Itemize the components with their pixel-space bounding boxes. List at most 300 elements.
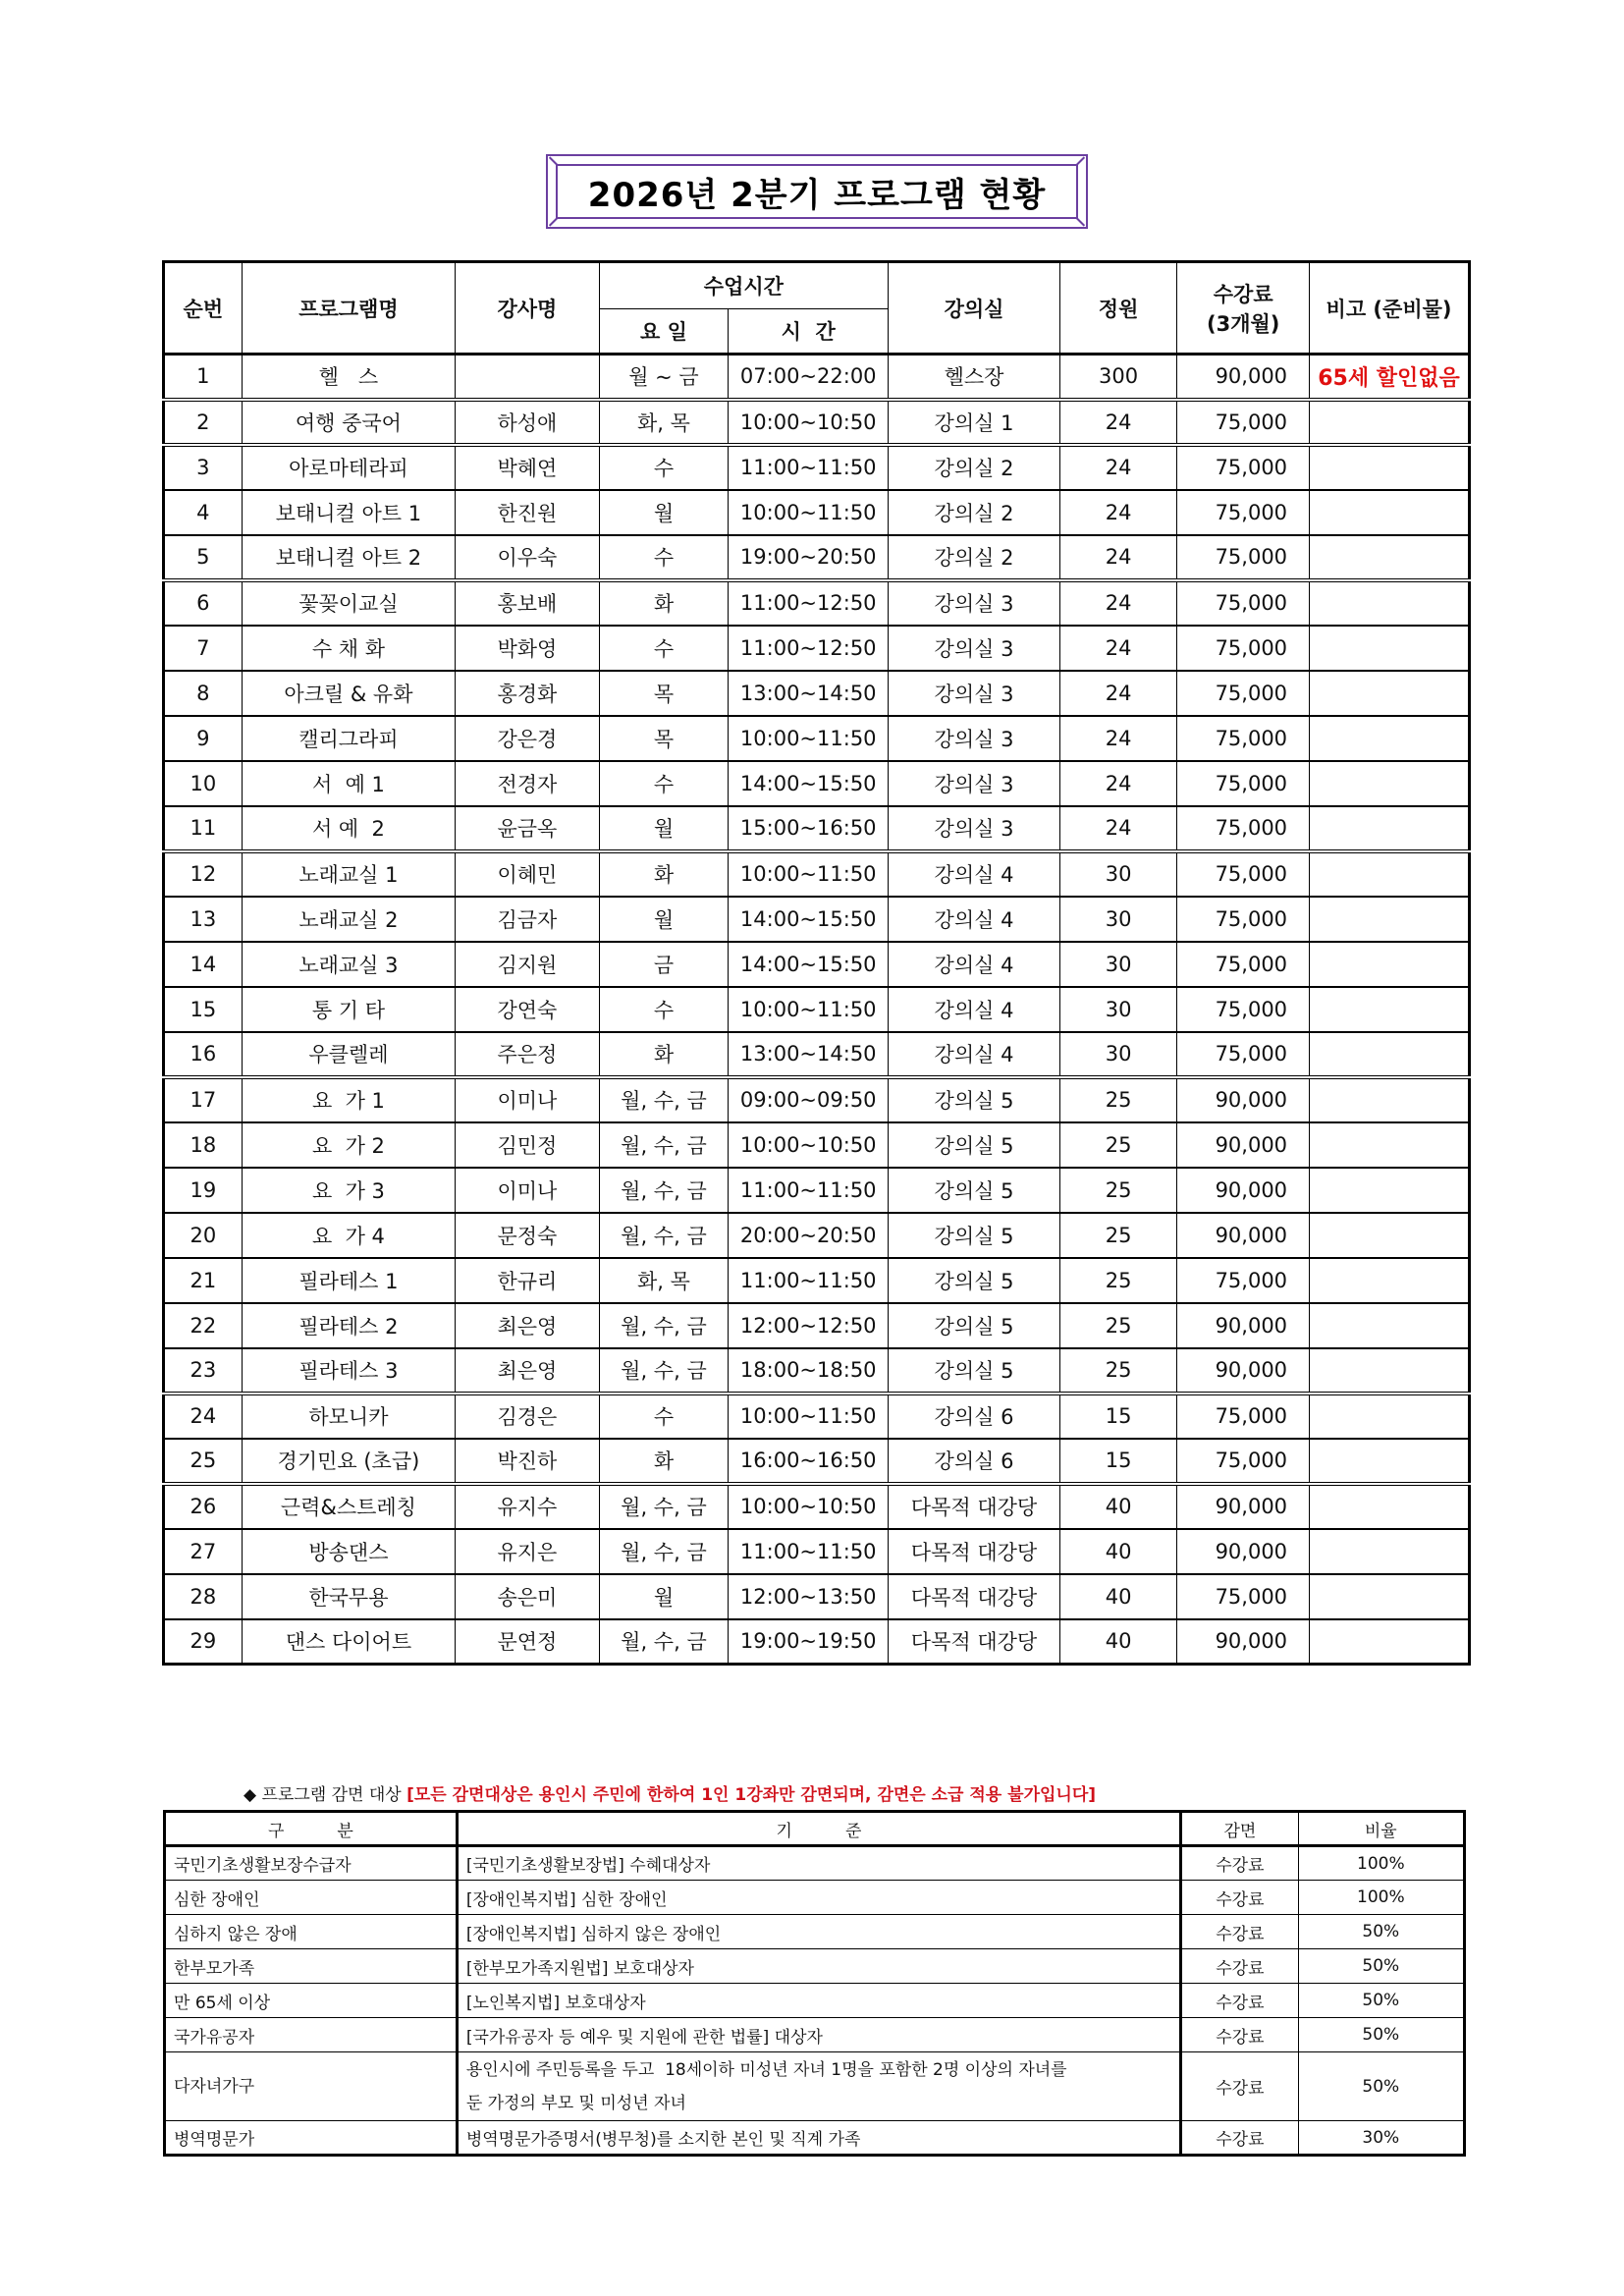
cell-note [1310, 1032, 1470, 1077]
cell-instructor: 전경자 [456, 761, 599, 806]
cell-fee: 90,000 [1177, 1303, 1310, 1348]
cell-room: 강의실 2 [889, 535, 1060, 580]
cell-room: 강의실 4 [889, 942, 1060, 987]
cell-rate: 50% [1298, 1984, 1464, 2018]
cell-rate: 50% [1298, 1915, 1464, 1949]
cell-time: 18:00~18:50 [729, 1348, 889, 1394]
table-row [164, 1077, 1470, 1122]
cell-category: 병역명문가 [165, 2121, 458, 2156]
cell-no: 16 [164, 1032, 243, 1077]
cell-room: 강의실 5 [889, 1168, 1060, 1213]
cell-no: 6 [164, 580, 243, 626]
cell-capacity: 25 [1059, 1122, 1176, 1168]
cell-no: 1 [164, 355, 243, 400]
cell-criteria: [국가유공자 등 예우 및 지원에 관한 법률] 대상자 [457, 2018, 1180, 2052]
cell-day: 수 [599, 535, 729, 580]
table-row [164, 1213, 1470, 1258]
cell-capacity: 30 [1059, 897, 1176, 942]
table-row [165, 1881, 1465, 1915]
cell-no: 29 [164, 1619, 243, 1665]
cell-instructor: 주은정 [456, 1032, 599, 1077]
cell-time: 10:00~11:50 [729, 716, 889, 761]
cell-discount-type: 수강료 [1181, 1915, 1298, 1949]
cell-instructor: 하성애 [456, 400, 599, 445]
cell-fee: 90,000 [1177, 1077, 1310, 1122]
cell-room: 강의실 3 [889, 626, 1060, 671]
cell-no: 7 [164, 626, 243, 671]
cell-no: 25 [164, 1439, 243, 1484]
cell-program: 필라테스 2 [242, 1303, 456, 1348]
cell-note: 65세 할인없음 [1310, 355, 1470, 400]
cell-day: 목 [599, 716, 729, 761]
cell-time: 13:00~14:50 [729, 671, 889, 716]
discount-caption-label: 프로그램 감면 대상 [261, 1785, 402, 1805]
cell-room: 다목적 대강당 [889, 1484, 1060, 1529]
cell-fee: 75,000 [1177, 671, 1310, 716]
cell-capacity: 15 [1059, 1394, 1176, 1439]
cell-day: 수 [599, 626, 729, 671]
cell-day: 수 [599, 987, 729, 1032]
header-criteria: 기 준 [457, 1812, 1180, 1846]
cell-discount-type: 수강료 [1181, 2121, 1298, 2156]
cell-room: 강의실 5 [889, 1213, 1060, 1258]
cell-day: 화 [599, 580, 729, 626]
cell-note [1310, 1574, 1470, 1619]
cell-day: 월 [599, 490, 729, 535]
cell-day: 월, 수, 금 [599, 1303, 729, 1348]
cell-fee: 90,000 [1177, 1529, 1310, 1574]
table-row [164, 626, 1470, 671]
cell-no: 27 [164, 1529, 243, 1574]
cell-instructor: 김금자 [456, 897, 599, 942]
cell-room: 강의실 6 [889, 1394, 1060, 1439]
cell-category: 만 65세 이상 [165, 1984, 458, 2018]
cell-fee: 75,000 [1177, 400, 1310, 445]
cell-note [1310, 1213, 1470, 1258]
cell-instructor: 김경은 [456, 1394, 599, 1439]
cell-capacity: 24 [1059, 626, 1176, 671]
cell-time: 19:00~20:50 [729, 535, 889, 580]
table-row [165, 2018, 1465, 2052]
cell-capacity: 25 [1059, 1348, 1176, 1394]
cell-capacity: 15 [1059, 1439, 1176, 1484]
cell-fee: 90,000 [1177, 1168, 1310, 1213]
table-row [165, 2052, 1465, 2121]
cell-note [1310, 716, 1470, 761]
cell-program: 여행 중국어 [242, 400, 456, 445]
table-row [164, 1303, 1470, 1348]
cell-no: 5 [164, 535, 243, 580]
cell-fee: 75,000 [1177, 987, 1310, 1032]
cell-no: 20 [164, 1213, 243, 1258]
cell-fee: 75,000 [1177, 1032, 1310, 1077]
cell-no: 21 [164, 1258, 243, 1303]
cell-room: 강의실 3 [889, 761, 1060, 806]
cell-capacity: 25 [1059, 1077, 1176, 1122]
table-row [165, 1984, 1465, 2018]
cell-no: 24 [164, 1394, 243, 1439]
cell-note [1310, 1439, 1470, 1484]
cell-instructor: 박혜연 [456, 445, 599, 490]
cell-no: 3 [164, 445, 243, 490]
cell-time: 10:00~11:50 [729, 851, 889, 897]
cell-program: 요 가 4 [242, 1213, 456, 1258]
cell-day: 화 [599, 1032, 729, 1077]
cell-no: 15 [164, 987, 243, 1032]
cell-no: 14 [164, 942, 243, 987]
cell-room: 강의실 5 [889, 1258, 1060, 1303]
cell-note [1310, 1619, 1470, 1665]
cell-day: 월 [599, 1574, 729, 1619]
header-fee-line2: (3개월) [1206, 311, 1280, 336]
cell-capacity: 24 [1059, 445, 1176, 490]
cell-instructor: 문정숙 [456, 1213, 599, 1258]
header-class-time: 수업시간 [599, 262, 889, 309]
cell-program: 보태니컬 아트 1 [242, 490, 456, 535]
cell-note [1310, 942, 1470, 987]
cell-room: 다목적 대강당 [889, 1619, 1060, 1665]
cell-instructor: 이혜민 [456, 851, 599, 897]
cell-capacity: 25 [1059, 1213, 1176, 1258]
cell-note [1310, 1529, 1470, 1574]
table-row [164, 355, 1470, 400]
cell-program: 필라테스 3 [242, 1348, 456, 1394]
cell-note [1310, 400, 1470, 445]
cell-program: 노래교실 1 [242, 851, 456, 897]
cell-fee: 90,000 [1177, 1348, 1310, 1394]
cell-instructor: 홍보배 [456, 580, 599, 626]
cell-day: 화 [599, 1439, 729, 1484]
cell-criteria: [장애인복지법] 심한 장애인 [457, 1881, 1180, 1915]
cell-day: 월, 수, 금 [599, 1168, 729, 1213]
cell-fee: 75,000 [1177, 1574, 1310, 1619]
discount-table-body [165, 1846, 1465, 2156]
cell-no: 19 [164, 1168, 243, 1213]
cell-no: 13 [164, 897, 243, 942]
cell-program: 요 가 1 [242, 1077, 456, 1122]
cell-time: 11:00~12:50 [729, 626, 889, 671]
cell-fee: 90,000 [1177, 1484, 1310, 1529]
cell-capacity: 24 [1059, 535, 1176, 580]
cell-no: 11 [164, 806, 243, 851]
cell-capacity: 40 [1059, 1619, 1176, 1665]
cell-note [1310, 626, 1470, 671]
table-row [164, 942, 1470, 987]
table-row [164, 1619, 1470, 1665]
cell-time: 14:00~15:50 [729, 897, 889, 942]
cell-day: 월, 수, 금 [599, 1529, 729, 1574]
cell-program: 요 가 2 [242, 1122, 456, 1168]
cell-fee: 75,000 [1177, 580, 1310, 626]
cell-time: 10:00~10:50 [729, 1484, 889, 1529]
cell-program: 방송댄스 [242, 1529, 456, 1574]
cell-time: 19:00~19:50 [729, 1619, 889, 1665]
cell-room: 강의실 5 [889, 1122, 1060, 1168]
cell-room: 강의실 1 [889, 400, 1060, 445]
cell-room: 강의실 4 [889, 987, 1060, 1032]
cell-time: 11:00~11:50 [729, 1258, 889, 1303]
cell-capacity: 24 [1059, 490, 1176, 535]
cell-time: 14:00~15:50 [729, 761, 889, 806]
cell-fee: 90,000 [1177, 355, 1310, 400]
cell-capacity: 30 [1059, 942, 1176, 987]
cell-day: 월 [599, 806, 729, 851]
cell-instructor: 강은경 [456, 716, 599, 761]
cell-program: 요 가 3 [242, 1168, 456, 1213]
cell-capacity: 30 [1059, 851, 1176, 897]
cell-fee: 75,000 [1177, 535, 1310, 580]
cell-category: 한부모가족 [165, 1949, 458, 1984]
cell-no: 12 [164, 851, 243, 897]
cell-instructor: 유지은 [456, 1529, 599, 1574]
cell-capacity: 24 [1059, 400, 1176, 445]
cell-instructor: 이미나 [456, 1077, 599, 1122]
table-row [164, 1484, 1470, 1529]
table-row [164, 716, 1470, 761]
cell-time: 11:00~11:50 [729, 1529, 889, 1574]
cell-day: 금 [599, 942, 729, 987]
cell-category: 심한 장애인 [165, 1881, 458, 1915]
cell-room: 강의실 5 [889, 1348, 1060, 1394]
cell-time: 07:00~22:00 [729, 355, 889, 400]
cell-time: 11:00~12:50 [729, 580, 889, 626]
cell-program: 헬 스 [242, 355, 456, 400]
cell-room: 강의실 6 [889, 1439, 1060, 1484]
cell-note [1310, 1258, 1470, 1303]
cell-discount-type: 수강료 [1181, 1949, 1298, 1984]
cell-no: 22 [164, 1303, 243, 1348]
cell-capacity: 24 [1059, 806, 1176, 851]
cell-note [1310, 851, 1470, 897]
cell-day: 월, 수, 금 [599, 1077, 729, 1122]
header-time: 시 간 [729, 309, 889, 355]
cell-instructor: 한진원 [456, 490, 599, 535]
diamond-bullet-icon: ◆ [244, 1785, 257, 1805]
cell-instructor: 박진하 [456, 1439, 599, 1484]
cell-capacity: 24 [1059, 671, 1176, 716]
program-table [162, 260, 1471, 1666]
cell-note [1310, 671, 1470, 716]
cell-fee: 75,000 [1177, 851, 1310, 897]
cell-criteria: [국민기초생활보장법] 수혜대상자 [457, 1846, 1180, 1881]
table-row [164, 400, 1470, 445]
cell-day: 월, 수, 금 [599, 1348, 729, 1394]
cell-instructor: 문연정 [456, 1619, 599, 1665]
cell-day: 월, 수, 금 [599, 1213, 729, 1258]
cell-no: 18 [164, 1122, 243, 1168]
table-row [164, 1258, 1470, 1303]
cell-note [1310, 761, 1470, 806]
cell-note [1310, 1348, 1470, 1394]
cell-time: 10:00~11:50 [729, 490, 889, 535]
cell-time: 10:00~11:50 [729, 987, 889, 1032]
cell-criteria: 병역명문가증명서(병무청)를 소지한 본인 및 직계 가족 [457, 2121, 1180, 2156]
table-row [164, 806, 1470, 851]
cell-no: 2 [164, 400, 243, 445]
cell-rate: 50% [1298, 2052, 1464, 2121]
cell-program: 노래교실 3 [242, 942, 456, 987]
cell-capacity: 300 [1059, 355, 1176, 400]
cell-program: 아크릴 & 유화 [242, 671, 456, 716]
cell-time: 10:00~10:50 [729, 400, 889, 445]
cell-room: 다목적 대강당 [889, 1574, 1060, 1619]
cell-discount-type: 수강료 [1181, 2052, 1298, 2121]
cell-fee: 75,000 [1177, 445, 1310, 490]
table-row [164, 535, 1470, 580]
cell-time: 20:00~20:50 [729, 1213, 889, 1258]
cell-no: 4 [164, 490, 243, 535]
cell-time: 10:00~11:50 [729, 1394, 889, 1439]
table-row [164, 580, 1470, 626]
table-row [164, 445, 1470, 490]
cell-rate: 50% [1298, 2018, 1464, 2052]
cell-capacity: 40 [1059, 1574, 1176, 1619]
cell-room: 강의실 3 [889, 580, 1060, 626]
cell-discount-type: 수강료 [1181, 1984, 1298, 2018]
cell-fee: 75,000 [1177, 806, 1310, 851]
cell-instructor: 한규리 [456, 1258, 599, 1303]
cell-day: 수 [599, 1394, 729, 1439]
cell-room: 강의실 5 [889, 1077, 1060, 1122]
cell-no: 10 [164, 761, 243, 806]
cell-fee: 75,000 [1177, 490, 1310, 535]
cell-program: 캘리그라피 [242, 716, 456, 761]
cell-capacity: 24 [1059, 580, 1176, 626]
table-row [164, 851, 1470, 897]
cell-category: 국민기초생활보장수급자 [165, 1846, 458, 1881]
cell-program: 꽃꽂이교실 [242, 580, 456, 626]
cell-criteria: [한부모가족지원법] 보호대상자 [457, 1949, 1180, 1984]
cell-fee: 75,000 [1177, 1439, 1310, 1484]
cell-rate: 30% [1298, 2121, 1464, 2156]
cell-instructor: 강연숙 [456, 987, 599, 1032]
cell-program: 통 기 타 [242, 987, 456, 1032]
header-discount-type: 감면 [1181, 1812, 1298, 1846]
header-day: 요 일 [599, 309, 729, 355]
cell-day: 화, 목 [599, 1258, 729, 1303]
cell-program: 우클렐레 [242, 1032, 456, 1077]
cell-rate: 100% [1298, 1846, 1464, 1881]
cell-fee: 75,000 [1177, 626, 1310, 671]
cell-capacity: 40 [1059, 1529, 1176, 1574]
cell-fee: 90,000 [1177, 1122, 1310, 1168]
cell-instructor: 유지수 [456, 1484, 599, 1529]
cell-category: 심하지 않은 장애 [165, 1915, 458, 1949]
cell-fee: 75,000 [1177, 716, 1310, 761]
header-instructor: 강사명 [456, 262, 599, 355]
cell-room: 강의실 4 [889, 897, 1060, 942]
table-row [164, 490, 1470, 535]
cell-program: 필라테스 1 [242, 1258, 456, 1303]
cell-instructor: 김민정 [456, 1122, 599, 1168]
header-note: 비고 (준비물) [1310, 262, 1470, 355]
table-row [164, 1168, 1470, 1213]
table-row [165, 1846, 1465, 1881]
header-room: 강의실 [889, 262, 1060, 355]
cell-category: 국가유공자 [165, 2018, 458, 2052]
cell-time: 14:00~15:50 [729, 942, 889, 987]
table-row [164, 671, 1470, 716]
table-row [164, 1574, 1470, 1619]
cell-no: 28 [164, 1574, 243, 1619]
cell-program: 수 채 화 [242, 626, 456, 671]
cell-program: 서 예 1 [242, 761, 456, 806]
cell-room: 강의실 4 [889, 851, 1060, 897]
cell-no: 26 [164, 1484, 243, 1529]
cell-capacity: 30 [1059, 987, 1176, 1032]
table-row [164, 897, 1470, 942]
cell-instructor: 최은영 [456, 1303, 599, 1348]
table-row [164, 1122, 1470, 1168]
discount-table [163, 1810, 1466, 2157]
table-row [164, 1032, 1470, 1077]
title-frame [546, 154, 1088, 229]
cell-program: 근력&스트레칭 [242, 1484, 456, 1529]
cell-note [1310, 445, 1470, 490]
cell-note [1310, 987, 1470, 1032]
cell-program: 보태니컬 아트 2 [242, 535, 456, 580]
cell-time: 12:00~12:50 [729, 1303, 889, 1348]
cell-instructor: 최은영 [456, 1348, 599, 1394]
cell-room: 강의실 4 [889, 1032, 1060, 1077]
cell-capacity: 25 [1059, 1303, 1176, 1348]
cell-fee: 75,000 [1177, 761, 1310, 806]
cell-fee: 75,000 [1177, 1394, 1310, 1439]
cell-time: 16:00~16:50 [729, 1439, 889, 1484]
cell-time: 11:00~11:50 [729, 1168, 889, 1213]
cell-note [1310, 535, 1470, 580]
cell-day: 월, 수, 금 [599, 1122, 729, 1168]
cell-time: 15:00~16:50 [729, 806, 889, 851]
cell-day: 월, 수, 금 [599, 1484, 729, 1529]
header-rate: 비율 [1298, 1812, 1464, 1846]
cell-instructor: 박화영 [456, 626, 599, 671]
criteria-line: 둔 가정의 부모 및 미성년 자녀 [465, 2093, 686, 2113]
cell-day: 화, 목 [599, 400, 729, 445]
cell-time: 10:00~10:50 [729, 1122, 889, 1168]
cell-note [1310, 1484, 1470, 1529]
cell-program: 하모니카 [242, 1394, 456, 1439]
table-row [164, 1439, 1470, 1484]
cell-note [1310, 1168, 1470, 1213]
cell-program: 아로마테라피 [242, 445, 456, 490]
cell-day: 화 [599, 851, 729, 897]
cell-note [1310, 580, 1470, 626]
table-row [164, 1529, 1470, 1574]
cell-criteria: [장애인복지법] 심하지 않은 장애인 [457, 1915, 1180, 1949]
cell-room: 강의실 3 [889, 671, 1060, 716]
header-program: 프로그램명 [242, 262, 456, 355]
cell-room: 강의실 2 [889, 445, 1060, 490]
cell-note [1310, 806, 1470, 851]
program-table-body [164, 355, 1470, 1665]
cell-room: 강의실 2 [889, 490, 1060, 535]
cell-discount-type: 수강료 [1181, 1846, 1298, 1881]
cell-capacity: 24 [1059, 761, 1176, 806]
cell-instructor: 김지원 [456, 942, 599, 987]
discount-notice: [모든 감면대상은 용인시 주민에 한하여 1인 1강좌만 감면되며, 감면은 소급 적용 불가입니다] [406, 1785, 1097, 1805]
cell-instructor: 홍경화 [456, 671, 599, 716]
cell-discount-type: 수강료 [1181, 1881, 1298, 1915]
cell-no: 23 [164, 1348, 243, 1394]
cell-fee: 75,000 [1177, 897, 1310, 942]
cell-no: 17 [164, 1077, 243, 1122]
cell-room: 강의실 3 [889, 806, 1060, 851]
cell-category: 다자녀가구 [165, 2052, 458, 2121]
header-capacity: 정원 [1059, 262, 1176, 355]
cell-day: 수 [599, 761, 729, 806]
table-row [165, 1915, 1465, 1949]
